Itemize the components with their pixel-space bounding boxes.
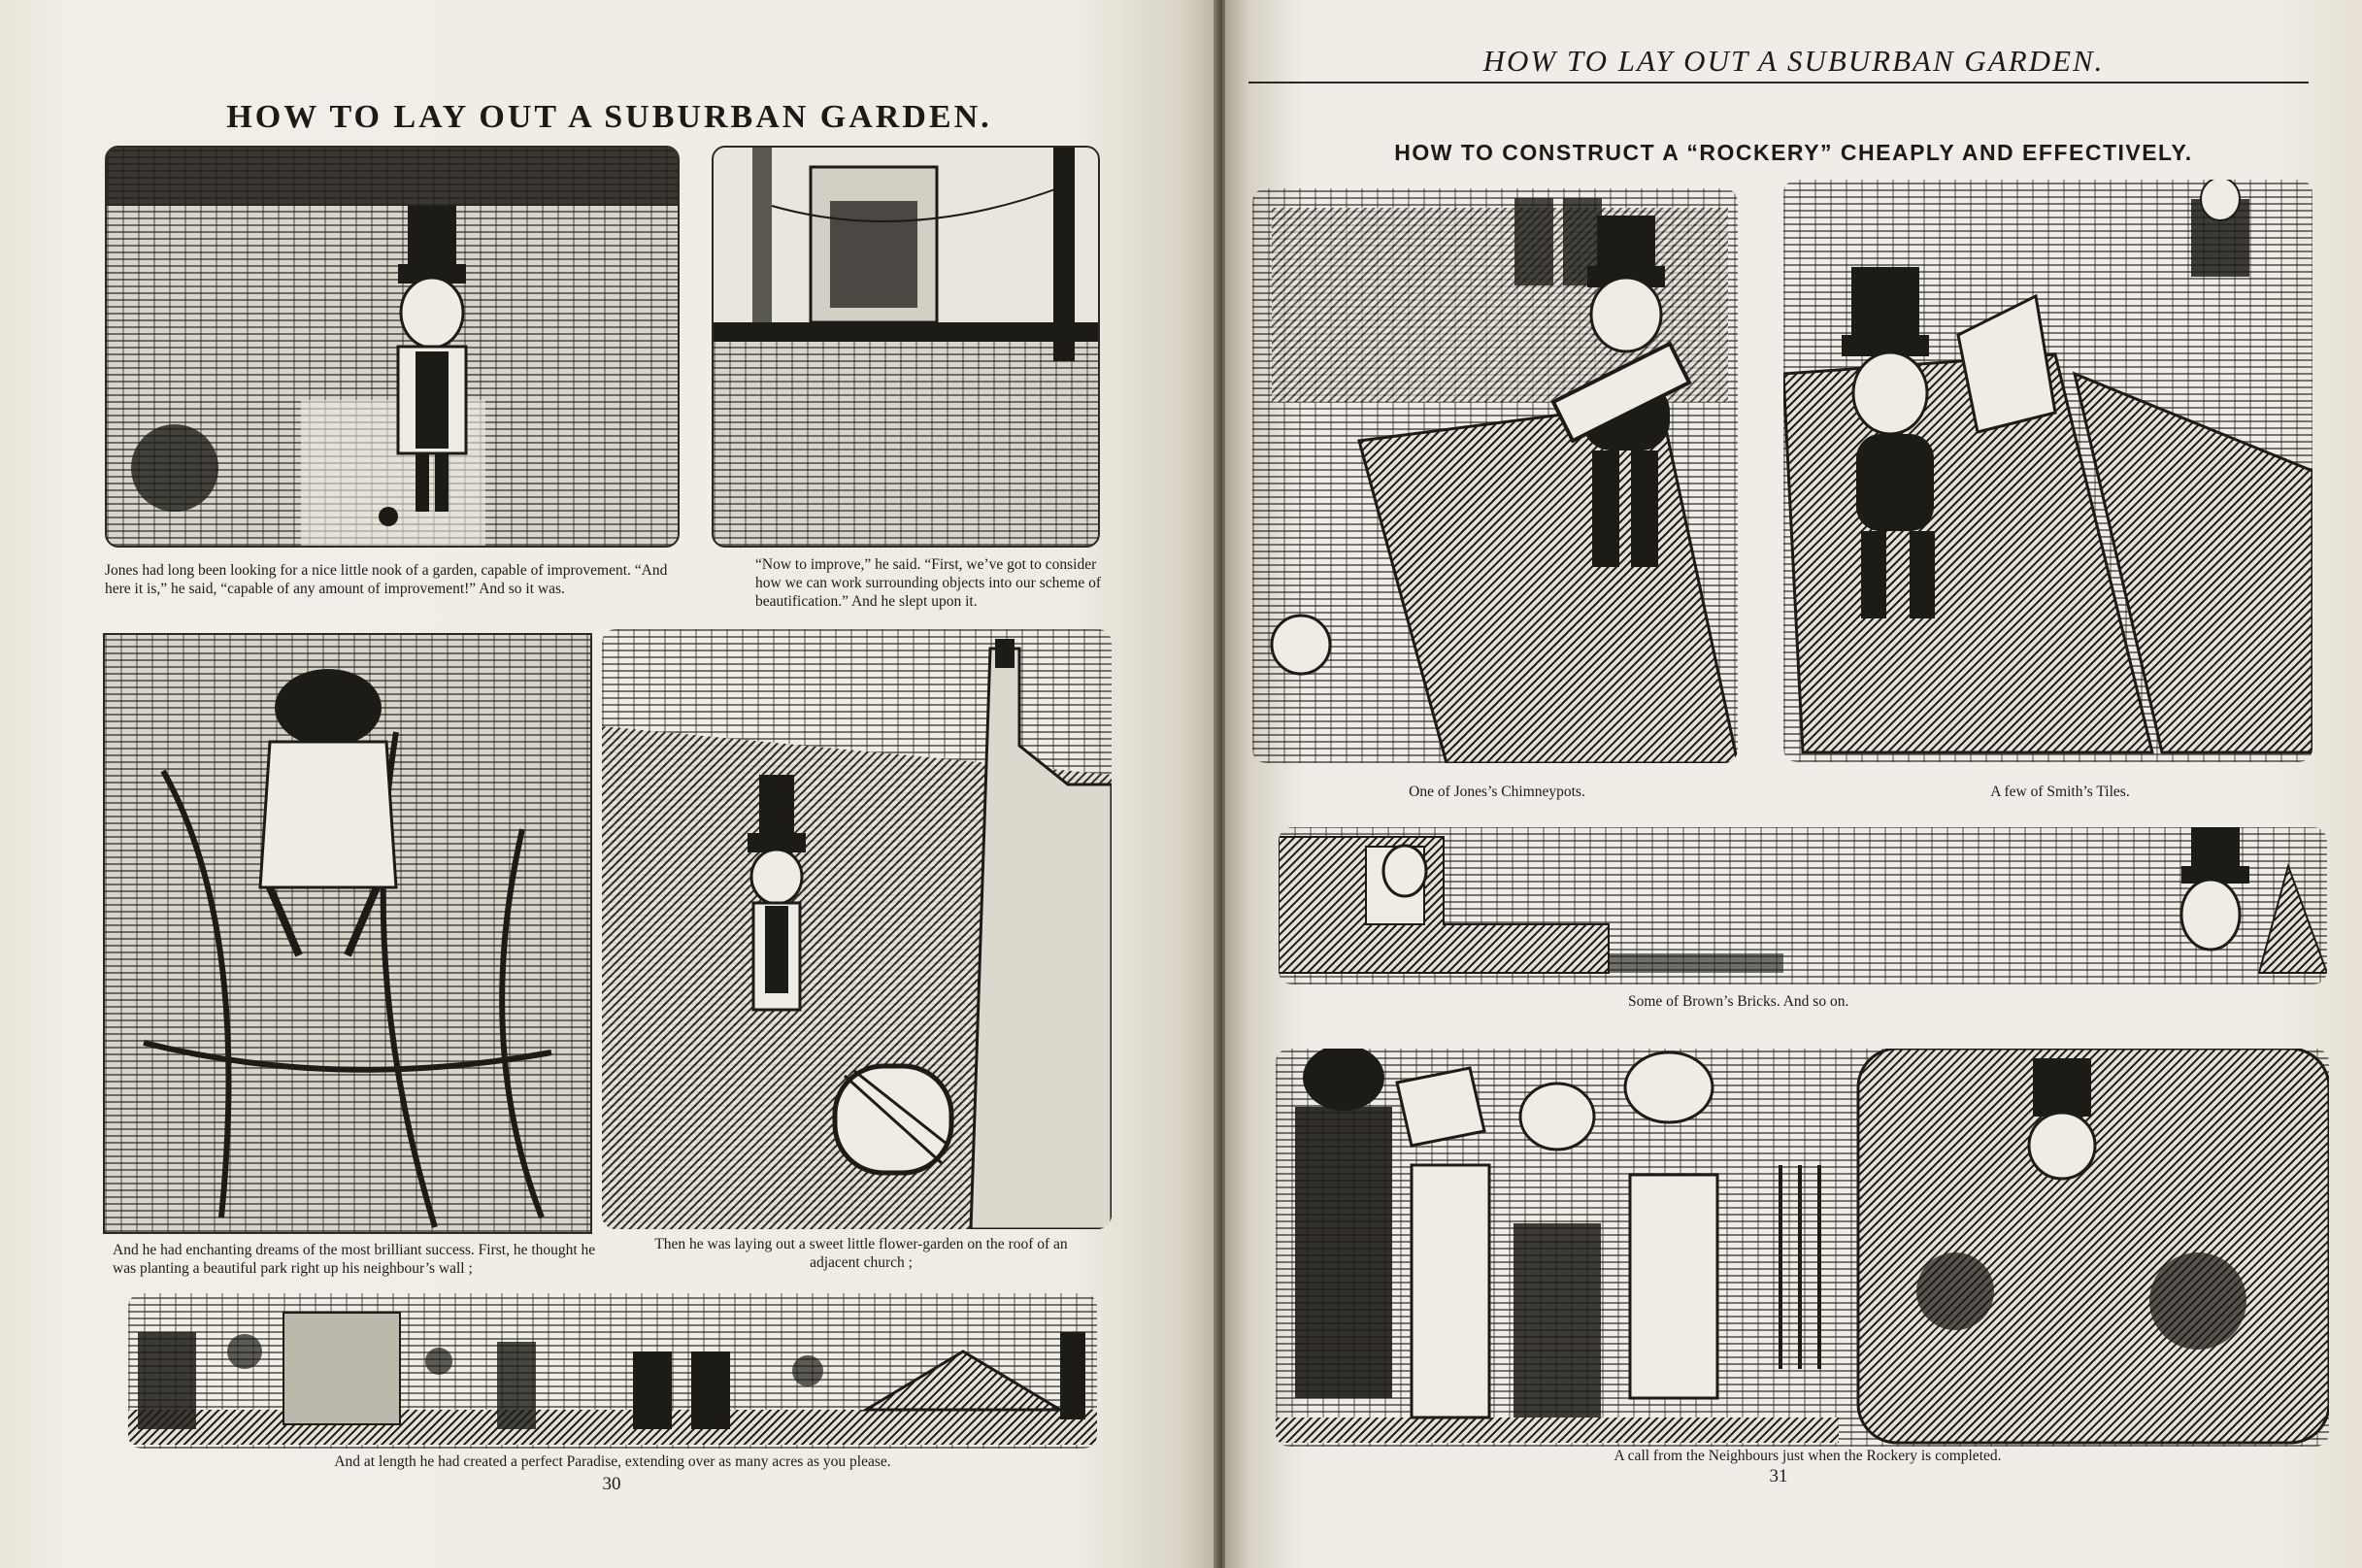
caption-paradise: And at length he had created a perfect Paradise, extending over as many acres as you please. — [334, 1453, 891, 1470]
illustration-tiles — [1783, 180, 2312, 762]
right-page — [1225, 0, 2362, 1568]
caption-nook: Jones had long been looking for a nice little nook of a garden, capable of improvement. “And here it is,” he said, “capable of any amount of improvement!” And so it was. — [105, 562, 668, 597]
right-page-title: HOW TO CONSTRUCT A “ROCKERY” CHEAPLY AND EFFECTIVELY. — [1394, 140, 2193, 165]
running-head: HOW TO LAY OUT A SUBURBAN GARDEN. — [1482, 44, 2105, 78]
caption-neighbours: A call from the Neighbours just when the Rockery is completed. — [1613, 1448, 2002, 1464]
running-head-rule — [1248, 82, 2309, 83]
illustration-rooftop-paradise — [128, 1293, 1097, 1449]
left-page-title: HOW TO LAY OUT A SUBURBAN GARDEN. — [226, 99, 992, 135]
illustration-bricks — [1279, 827, 2327, 984]
illustration-neighbours-call — [1276, 1049, 2329, 1447]
illustration-chimneypot — [1252, 188, 1738, 763]
caption-bricks: Some of Brown’s Bricks. And so on. — [1628, 993, 1849, 1010]
illustration-jones-in-nook — [105, 146, 680, 548]
caption-tiles: A few of Smith’s Tiles. — [1990, 784, 2130, 800]
caption-improve: “Now to improve,” he said. “First, we’ve got to consider how we can work surrounding objects into our scheme of beautification.” And he slept upon it. — [755, 556, 1101, 610]
caption-park-dream: And he had enchanting dreams of the most brilliant success. First, he thought he was planting a beautiful park right up his neighbour’s wall ; — [113, 1242, 596, 1277]
illustration-park-on-wall — [103, 633, 592, 1234]
page-number-right: 31 — [1769, 1466, 1788, 1486]
illustration-house-and-wall — [712, 146, 1100, 548]
caption-church-roof: Then he was laying out a sweet little flower-garden on the roof of an adjacent church ; — [654, 1236, 1068, 1271]
page-number-left: 30 — [602, 1474, 621, 1494]
illustration-church-roof-garden — [602, 629, 1112, 1229]
caption-chimneypots: One of Jones’s Chimneypots. — [1409, 784, 1585, 800]
